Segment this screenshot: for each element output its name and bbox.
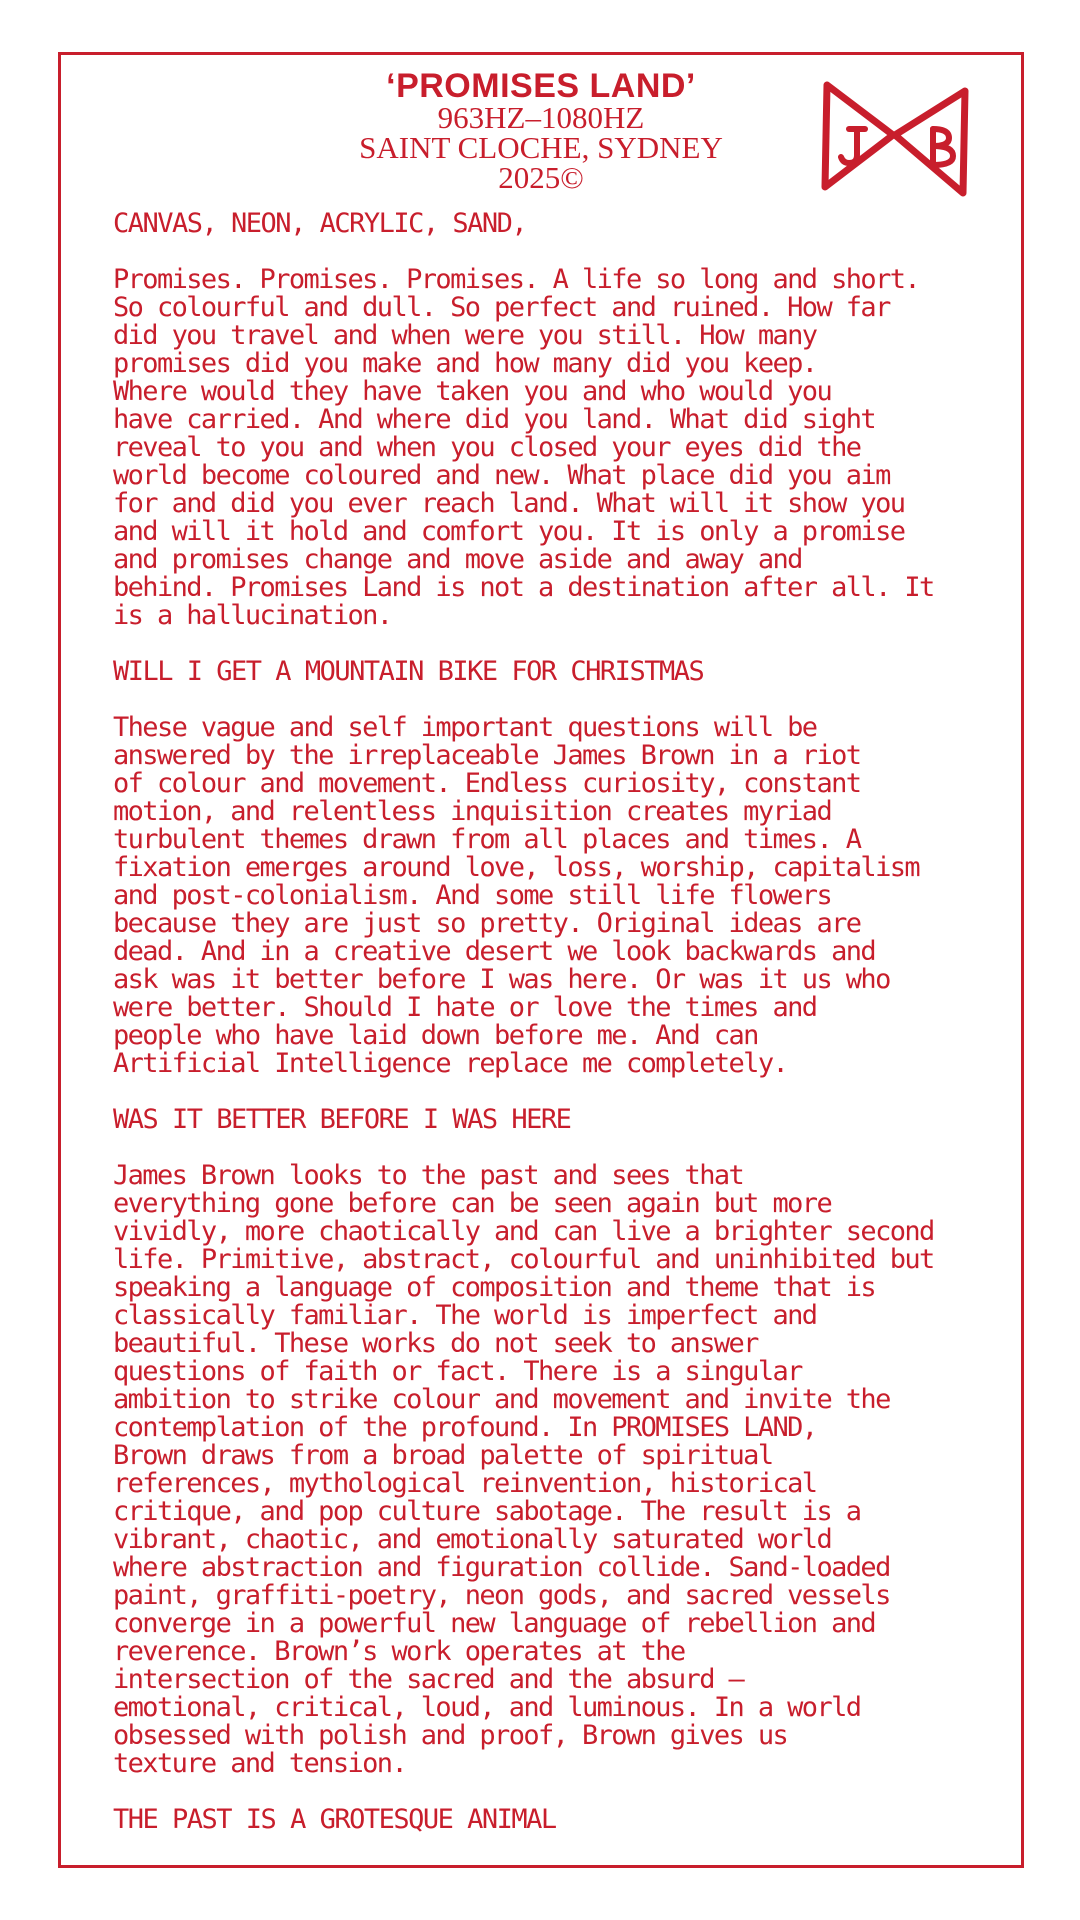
section-body-promises: Promises. Promises. Promises. A life so long and short. So colourful and dull. So perfect and ruined. How far did you travel and when were you still. How many promises did you make and how many did you keep. Where would they have taken you and who would you have carried. And where did you land. What did sight reveal to you and when you closed your eyes did the world become coloured and new. What place did you aim for and did you ever reach land. What will it show you and will it hold and comfort you. It is only a promise and promises change and move aside and away and behind. Promises Land is not a destination after all. It is a hallucination. — [113, 264, 934, 631]
bow-tie-jb-logo-icon — [819, 67, 969, 199]
exhibition-title: ‘PROMISES LAND’ — [386, 67, 696, 105]
venue: SAINT CLOCHE, SYDNEY — [359, 130, 723, 165]
section-body-questions: These vague and self important questions will be answered by the irreplaceable James Brown in a riot of colour and movement. Endless curiosity, constant motion, and relentless inquisition creates myriad turbulent themes drawn from all places and times. A fixation emerges around love, loss, worship, capitalism and post-colonialism. And some still life flowers because they are just so pretty. Original ideas are dead. And in a creative desert we look backwards and ask was it better before I was here. Or was it us who were better. Should I hate or love the times and people who have laid down before me. And can Artificial Intelligence replace me completely. — [113, 712, 920, 1079]
article-content — [113, 209, 1003, 1862]
section-body-past: James Brown looks to the past and sees that everything gone before can be seen again but more vividly, more chaotically and can live a brighter second life. Primitive, abstract, colourful and uninhibited but speaking a language of composition and theme that is classically familiar. The world is imperfect and beautiful. These works do not seek to answer questions of faith or fact. There is a singular ambition to strike colour and movement and invite the contemplation of the profound. In PROMISES LAND, Brown draws from a broad palette of spiritual references, mythological reinvention, historical critique, and pop culture sabotage. The result is a vibrant, chaotic, and emotionally saturated world where abstraction and figuration collide. Sand-loaded paint, graffiti-poetry, neon gods, and sacred vessels converge in a powerful new language of rebellion and reverence. Brown’s work operates at the intersection of the sacred and the absurd — emotional, critical, loud, and luminous. In a world obsessed with polish and proof, Brown gives us texture and tension. — [113, 1160, 934, 1779]
copyright-year: 2025© — [498, 160, 584, 195]
section-heading-grotesque-animal: THE PAST IS A GROTESQUE ANIMAL — [113, 1804, 556, 1835]
section-heading-materials: CANVAS, NEON, ACRYLIC, SAND, — [113, 208, 527, 239]
frequency-range: 963HZ–1080HZ — [437, 100, 645, 135]
section-heading-mountain-bike: WILL I GET A MOUNTAIN BIKE FOR CHRISTMAS — [113, 656, 704, 687]
section-heading-better-before: WAS IT BETTER BEFORE I WAS HERE — [113, 1104, 571, 1135]
document-frame — [58, 52, 1024, 1868]
